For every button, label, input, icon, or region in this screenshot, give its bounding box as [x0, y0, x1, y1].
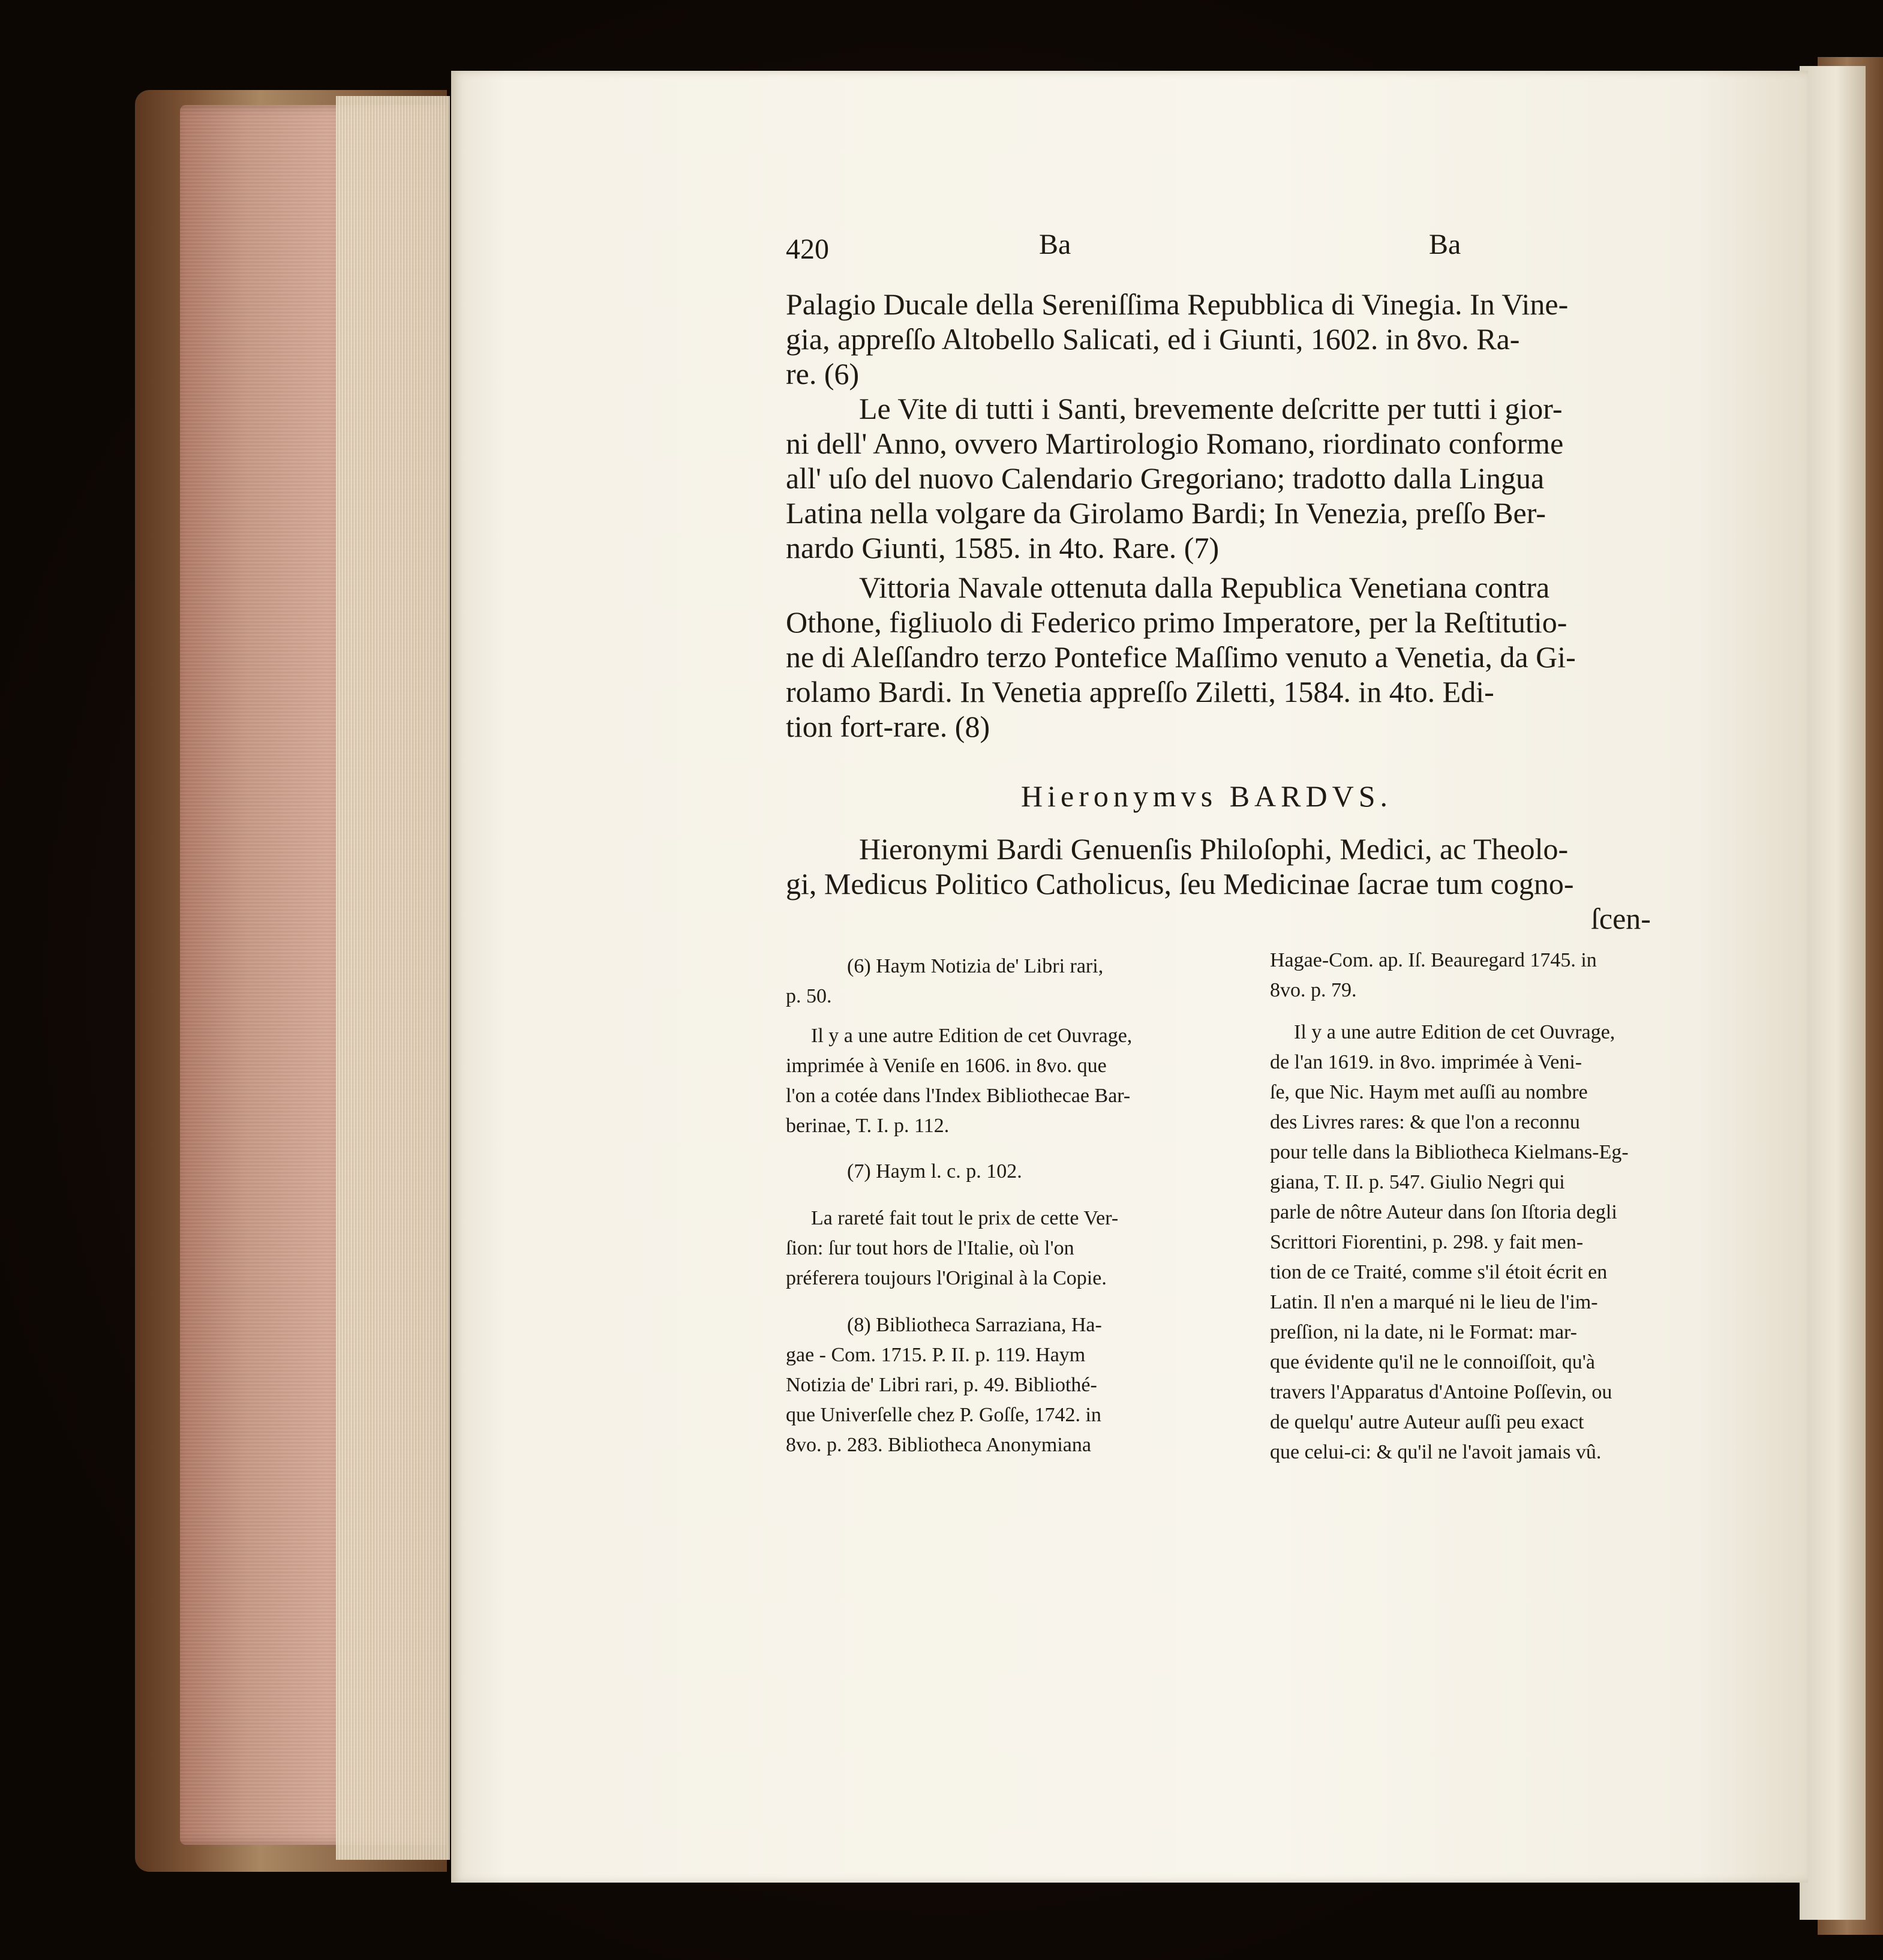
footnote-line: preſſion, ni la date, ni le Format: mar-	[1270, 1321, 1578, 1343]
footnote-line: pour telle dans la Bibliotheca Kielmans-Eg-	[1270, 1141, 1629, 1163]
main-line: Vittoria Navale ottenuta dalla Republica Venetiana contra	[859, 571, 1550, 604]
page-number: 420	[786, 233, 829, 265]
footnote-line: Notizia de' Libri rari, p. 49. Bibliothé-	[786, 1374, 1097, 1396]
page-block-edge	[336, 96, 450, 1860]
footnote-line: gae - Com. 1715. P. II. p. 119. Haym	[786, 1344, 1086, 1366]
footnote-line: ſe, que Nic. Haym met auſſi au nombre	[1270, 1081, 1588, 1103]
footnote-line: La rareté fait tout le prix de cette Ver-	[811, 1207, 1119, 1229]
main-line: ne di Aleſſandro terzo Pontefice Maſſimo venuto a Venetia, da Gi-	[786, 640, 1576, 674]
footnote-line: p. 50.	[786, 985, 832, 1007]
footnote-line: tion de ce Traité, comme s'il étoit écrit en	[1270, 1261, 1608, 1283]
footnote-line: que celui-ci: & qu'il ne l'avoit jamais vû.	[1270, 1441, 1602, 1463]
footnote-line: 8vo. p. 283. Bibliotheca Anonymiana	[786, 1434, 1091, 1456]
footnote-line: Il y a une autre Edition de cet Ouvrage,	[811, 1025, 1133, 1047]
main-line: re. (6)	[786, 357, 860, 391]
main-line: Hieronymi Bardi Genuenſis Philoſophi, Medici, ac Theolo-	[859, 832, 1569, 866]
footnote-line: Scrittori Fiorentini, p. 298. y fait men-	[1270, 1231, 1584, 1253]
facing-page-edge	[1800, 66, 1866, 1920]
footnote-line: Hagae-Com. ap. Iſ. Beauregard 1745. in	[1270, 949, 1597, 971]
main-line: all' uſo del nuovo Calendario Gregoriano; tradotto dalla Lingua	[786, 461, 1545, 495]
footnote-line: imprimée à Veniſe en 1606. in 8vo. que	[786, 1055, 1107, 1077]
footnote-line: l'on a cotée dans l'Index Bibliothecae Bar-	[786, 1085, 1131, 1107]
main-line: Othone, figliuolo di Federico primo Imperatore, per la Reſtitutio-	[786, 605, 1567, 639]
footnote-line: que Univerſelle chez P. Goſſe, 1742. in	[786, 1404, 1101, 1426]
footnote-line: giana, T. II. p. 547. Giulio Negri qui	[1270, 1171, 1565, 1193]
main-line: gia, appreſſo Altobello Salicati, ed i Giunti, 1602. in 8vo. Ra-	[786, 322, 1520, 356]
footnote-line: (7) Haym l. c. p. 102.	[847, 1160, 1022, 1182]
footnote-line: préferera toujours l'Original à la Copie.	[786, 1267, 1107, 1289]
footnote-line: des Livres rares: & que l'on a reconnu	[1270, 1111, 1580, 1133]
running-head-left: Ba	[1039, 229, 1071, 260]
footnote-line: ſion: ſur tout hors de l'Italie, où l'on	[786, 1237, 1074, 1259]
footnote-line: de quelqu' autre Auteur auſſi peu exact	[1270, 1411, 1584, 1433]
footnote-line: de l'an 1619. in 8vo. imprimée à Veni-	[1270, 1051, 1582, 1073]
footnote-line: travers l'Apparatus d'Antoine Poſſevin, ou	[1270, 1381, 1612, 1403]
main-line: Palagio Ducale della Sereniſſima Repubblica di Vinegia. In Vine-	[786, 287, 1569, 321]
main-line: Latina nella volgare da Girolamo Bardi; In Venezia, preſſo Ber-	[786, 496, 1546, 530]
main-line: gi, Medicus Politico Catholicus, ſeu Medicinae ſacrae tum cogno-	[786, 867, 1574, 901]
main-line: rolamo Bardi. In Venetia appreſſo Ziletti, 1584. in 4to. Edi-	[786, 675, 1494, 709]
footnote-line: (8) Bibliotheca Sarraziana, Ha-	[847, 1314, 1102, 1336]
main-line: nardo Giunti, 1585. in 4to. Rare. (7)	[786, 531, 1220, 565]
footnote-line: berinae, T. I. p. 112.	[786, 1115, 950, 1137]
section-heading: Hieronymvs BARDVS.	[1021, 779, 1393, 813]
catchword: ſcen-	[1591, 902, 1651, 935]
footnote-line: parle de nôtre Auteur dans ſon Iſtoria degli	[1270, 1201, 1617, 1223]
footnote-line: 8vo. p. 79.	[1270, 979, 1357, 1001]
running-head-right: Ba	[1429, 229, 1461, 260]
book-page	[451, 71, 1808, 1883]
footnote-line: (6) Haym Notizia de' Libri rari,	[847, 955, 1104, 977]
footnote-line: que évidente qu'il ne le connoiſſoit, qu'à	[1270, 1351, 1595, 1373]
footnote-line: Latin. Il n'en a marqué ni le lieu de l'im-	[1270, 1291, 1598, 1313]
main-line: ni dell' Anno, ovvero Martirologio Romano, riordinato conforme	[786, 427, 1564, 460]
main-line: Le Vite di tutti i Santi, brevemente deſcritte per tutti i gior-	[859, 392, 1563, 425]
footnote-line: Il y a une autre Edition de cet Ouvrage,	[1294, 1021, 1615, 1043]
main-line: tion fort-rare. (8)	[786, 710, 990, 743]
